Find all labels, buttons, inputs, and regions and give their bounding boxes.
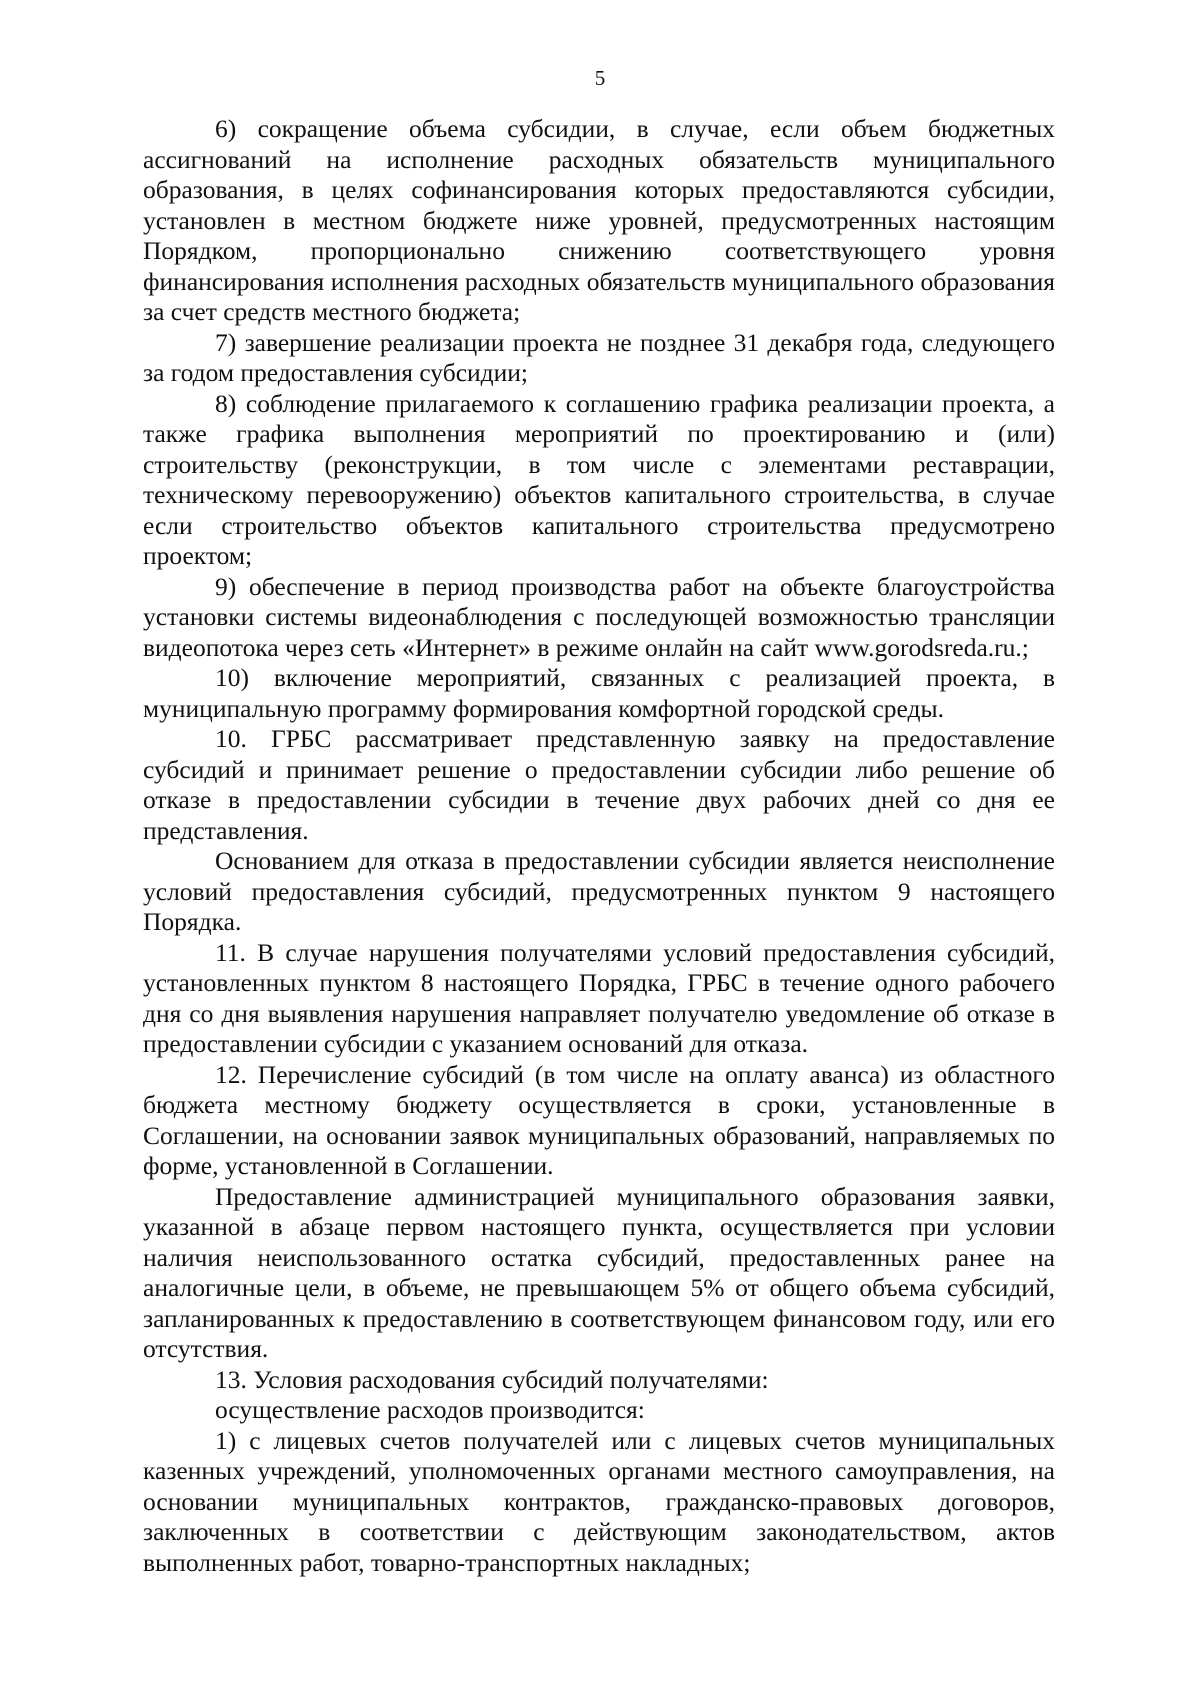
paragraph-item-9: 9) обеспечение в период производства работ на объекте благоустройства установки системы видеонаблюдения с последующей возможностью трансляции видеопотока через сеть «Интернет» в режиме онлайн на сайт www.gorodsreda.ru.; [143, 571, 1055, 662]
paragraph-clause-12: 12. Перечисление субсидий (в том числе на оплату аванса) из областного бюджета местному бюджету осуществляется в сроки, установленные в Соглашении, на основании заявок муниципальных образований, направляемых по форме, установленной в Соглашении. [143, 1059, 1055, 1180]
paragraph-item-10: 10) включение мероприятий, связанных с реализацией проекта, в муниципальную программу формирования комфортной городской среды. [143, 663, 1055, 723]
paragraph-item-6: 6) сокращение объема субсидии, в случае, если объем бюджетных ассигнований на исполнение расходных обязательств муниципального образования, в целях софинансирования которых предоставляются субсидии, установлен в местном бюджете ниже уровней, предусмотренных настоящим Порядком, пропорционально снижению соответствующего уровня финансирования исполнения расходных обязательств муниципального образования за счет средств местного бюджета; [143, 114, 1055, 326]
paragraph-expenses-intro: осуществление расходов производится: [215, 1395, 645, 1424]
document-body [143, 114, 1055, 1578]
paragraph-item-8: 8) соблюдение прилагаемого к соглашению графика реализации проекта, а также графика выполнения мероприятий по проектированию и (или) строительству (реконструкции, в том числе с элементами реставрации, техническому перевооружению) объектов капитального строительства, в случае если строительство объектов капитального строительства предусмотрено проектом; [143, 388, 1055, 570]
paragraph-clause-13: 13. Условия расходования субсидий получателями: [215, 1364, 769, 1394]
paragraph-clause-11: 11. В случае нарушения получателями условий предоставления субсидий, установленных пунктом 8 настоящего Порядка, ГРБС в течение одного рабочего дня со дня выявления нарушения направляет получателю уведомление об отказе в предоставлении субсидии с указанием оснований для отказа. [143, 937, 1055, 1058]
page-number: 5 [594, 66, 606, 90]
paragraph-expenses-item-1: 1) с лицевых счетов получателей или с лицевых счетов муниципальных казенных учреждений, уполномоченных органами местного самоуправления, на основании муниципальных контрактов, гражданско-правовых договоров, заключенных в соответствии с действующим законодательством, актов выполненных работ, товарно-транспортных накладных; [143, 1425, 1055, 1577]
paragraph-application-conditions: Предоставление администрацией муниципального образования заявки, указанной в абзаце первом настоящего пункта, осуществляется при условии наличия неиспользованного остатка субсидий, предоставленных ранее на аналогичные цели, в объеме, не превышающем 5% от общего объема субсидий, запланированных к предоставлению в соответствующем финансовом году, или его отсутствия. [143, 1181, 1055, 1363]
paragraph-item-7: 7) завершение реализации проекта не позднее 31 декабря года, следующего за годом предоставления субсидии; [143, 327, 1055, 387]
paragraph-refusal-grounds: Основанием для отказа в предоставлении субсидии является неисполнение условий предоставления субсидий, предусмотренных пунктом 9 настоящего Порядка. [143, 846, 1055, 936]
paragraph-clause-10: 10. ГРБС рассматривает представленную заявку на предоставление субсидий и принимает решение о предоставлении субсидии либо решение об отказе в предоставлении субсидии в течение двух рабочих дней со дня ее представления. [143, 724, 1055, 845]
